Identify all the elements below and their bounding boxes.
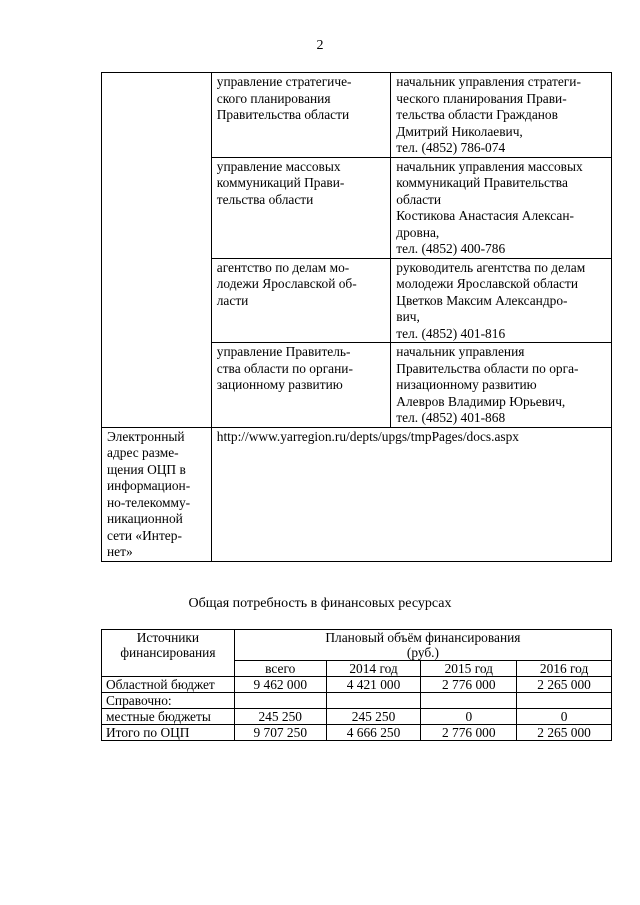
table-row	[102, 677, 612, 693]
finance-table	[101, 629, 612, 741]
table-cell: 9 707 250	[234, 725, 326, 741]
empty-label-cell	[102, 73, 212, 428]
table-row	[102, 725, 612, 741]
table-cell	[326, 693, 421, 709]
finance-heading: Общая потребность в финансовых ресурсах	[188, 596, 452, 611]
table-row	[102, 709, 612, 725]
table-cell	[421, 693, 517, 709]
department-cell: управление стратегиче- ского планирования Правительства области	[211, 73, 391, 158]
address-url: http://www.yarregion.ru/depts/upgs/tmpPages/docs.aspx	[216, 428, 519, 444]
table-cell: 2 265 000	[517, 677, 612, 693]
planned-header: Плановый объём финансирования (руб.)	[234, 630, 611, 661]
contact-cell: начальник управления стратеги- ческого планирования Прави- тельства области Гражданов Дмитрий Николаевич, тел. (4852) 786-074	[391, 73, 612, 158]
table-cell: 245 250	[234, 709, 326, 725]
contact-cell: руководитель агентства по делам молодежи Ярославской области Цветков Максим Александро- вич, тел. (4852) 401-816	[391, 258, 612, 343]
contacts-table	[101, 72, 612, 562]
table-cell: 4 666 250	[326, 725, 421, 741]
department-cell: управление массовых коммуникаций Прави- тельства области	[211, 157, 391, 258]
table-cell: 2 776 000	[421, 725, 517, 741]
table-cell: 0	[421, 709, 517, 725]
sources-header: Источники финансирования	[102, 630, 235, 677]
table-row	[102, 693, 612, 709]
table-cell	[234, 693, 326, 709]
column-header: 2014 год	[326, 661, 421, 677]
table-cell: 4 421 000	[326, 677, 421, 693]
table-row	[102, 630, 612, 661]
table-row	[102, 73, 612, 158]
column-header: 2015 год	[421, 661, 517, 677]
contact-cell: начальник управления массовых коммуникаций Правительства области Костикова Анастасия Алексан- дровна, тел. (4852) 400-786	[391, 157, 612, 258]
contact-cell: начальник управления Правительства области по орга- низационному развитию Алевров Владимир Юрьевич, тел. (4852) 401-868	[391, 343, 612, 428]
row-label: местные бюджеты	[102, 709, 235, 725]
table-cell: 2 776 000	[421, 677, 517, 693]
page-number: 2	[316, 38, 324, 53]
column-header: 2016 год	[517, 661, 612, 677]
address-label-cell: Электронный адрес разме- щения ОЦП в информацион- но-телекомму- никационной сети «Интер- нет»	[102, 427, 212, 561]
table-row	[102, 427, 612, 561]
row-label: Областной бюджет	[102, 677, 235, 693]
row-label: Итого по ОЦП	[102, 725, 235, 741]
department-cell: агентство по делам мо- лодежи Ярославской об- ласти	[211, 258, 391, 343]
table-cell: 0	[517, 709, 612, 725]
address-url-cell	[211, 427, 611, 561]
column-header: всего	[234, 661, 326, 677]
table-cell: 245 250	[326, 709, 421, 725]
table-cell: 9 462 000	[234, 677, 326, 693]
department-cell: управление Правитель- ства области по органи- зационному развитию	[211, 343, 391, 428]
table-cell: 2 265 000	[517, 725, 612, 741]
table-cell	[517, 693, 612, 709]
row-label: Справочно:	[102, 693, 235, 709]
